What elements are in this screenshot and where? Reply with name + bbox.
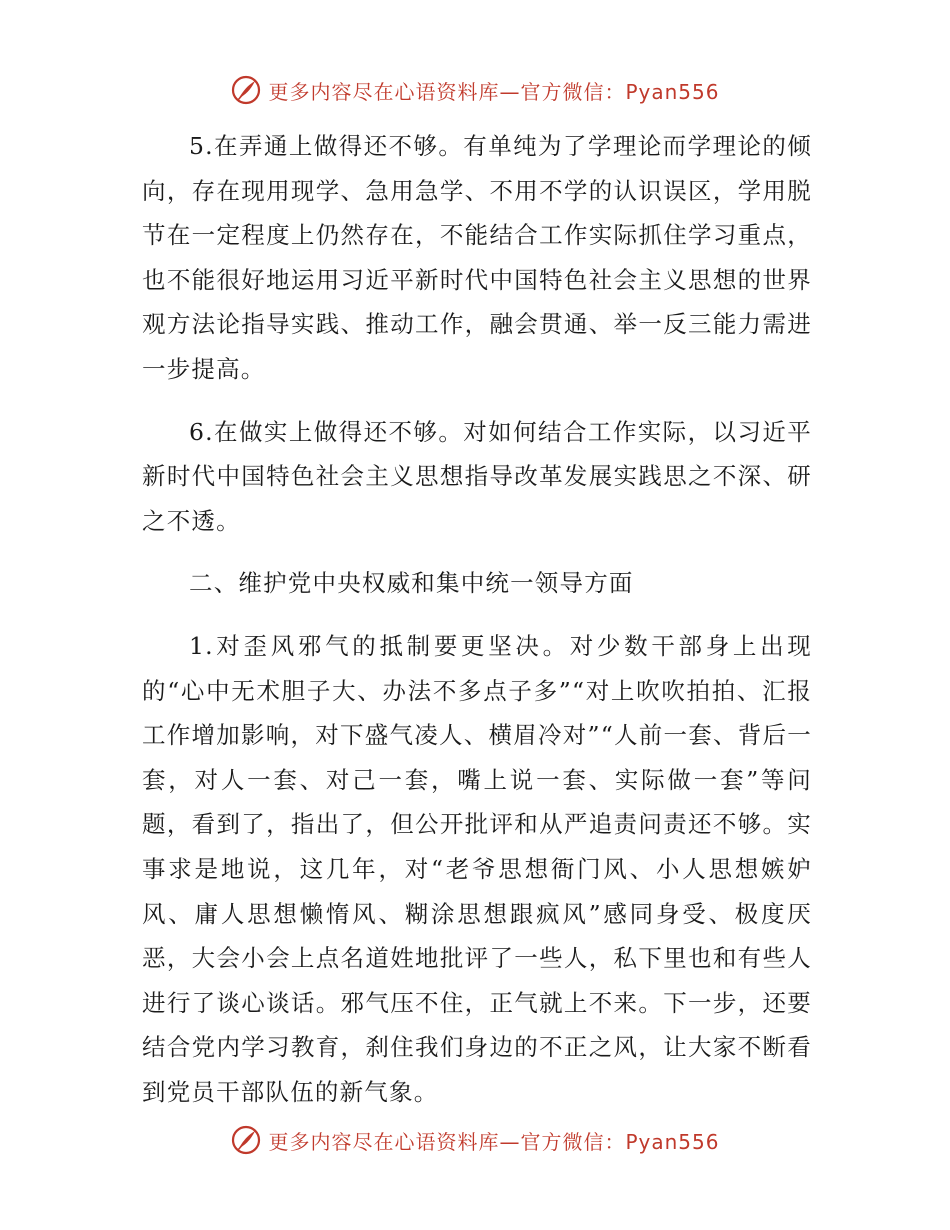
- feather-pen-circle-icon: [230, 74, 262, 106]
- paragraph-3: 1.对歪风邪气的抵制要更坚决。对少数干部身上出现的“心中无术胆子大、办法不多点子多”“对上吹吹拍拍、汇报工作增加影响，对下盛气凌人、横眉冷对”“人前一套、背后一套，对人一套、对己一套，嘴上说一套、实际做一套”等问题，看到了，指出了，但公开批评和从严追责问责还不够。实事求是地说，这几年，对“老爷思想衙门风、小人思想嫉妒风、庸人思想懒惰风、糊涂思想跟疯风”感同身受、极度厌恶，大会小会上点名道姓地批评了一些人，私下里也和有些人进行了谈心谈话。邪气压不住，正气就上不来。下一步，还要结合党内学习教育，刹住我们身边的不正之风，让大家不断看到党员干部队伍的新气象。: [142, 631, 812, 1106]
- document-body: [142, 124, 812, 1132]
- paragraph-2: 6.在做实上做得还不够。对如何结合工作实际，以习近平新时代中国特色社会主义思想指导改革发展实践思之不深、研之不透。: [142, 417, 812, 535]
- feather-pen-circle-icon: [230, 1124, 262, 1156]
- footer-banner: [0, 1120, 950, 1160]
- header-banner-text: 更多内容尽在心语资料库—官方微信：Pyan556: [268, 79, 720, 104]
- footer-banner-text: 更多内容尽在心语资料库—官方微信：Pyan556: [268, 1129, 720, 1154]
- section-heading: 二、维护党中央权威和集中统一领导方面: [189, 569, 634, 598]
- header-banner: [0, 70, 950, 110]
- paragraph-1: 5.在弄通上做得还不够。有单纯为了学理论而学理论的倾向，存在现用现学、急用急学、不用不学的认识误区，学用脱节在一定程度上仍然存在，不能结合工作实际抓住学习重点，也不能很好地运用习近平新时代中国特色社会主义思想的世界观方法论指导实践、推动工作，融会贯通、举一反三能力需进一步提高。: [142, 132, 812, 383]
